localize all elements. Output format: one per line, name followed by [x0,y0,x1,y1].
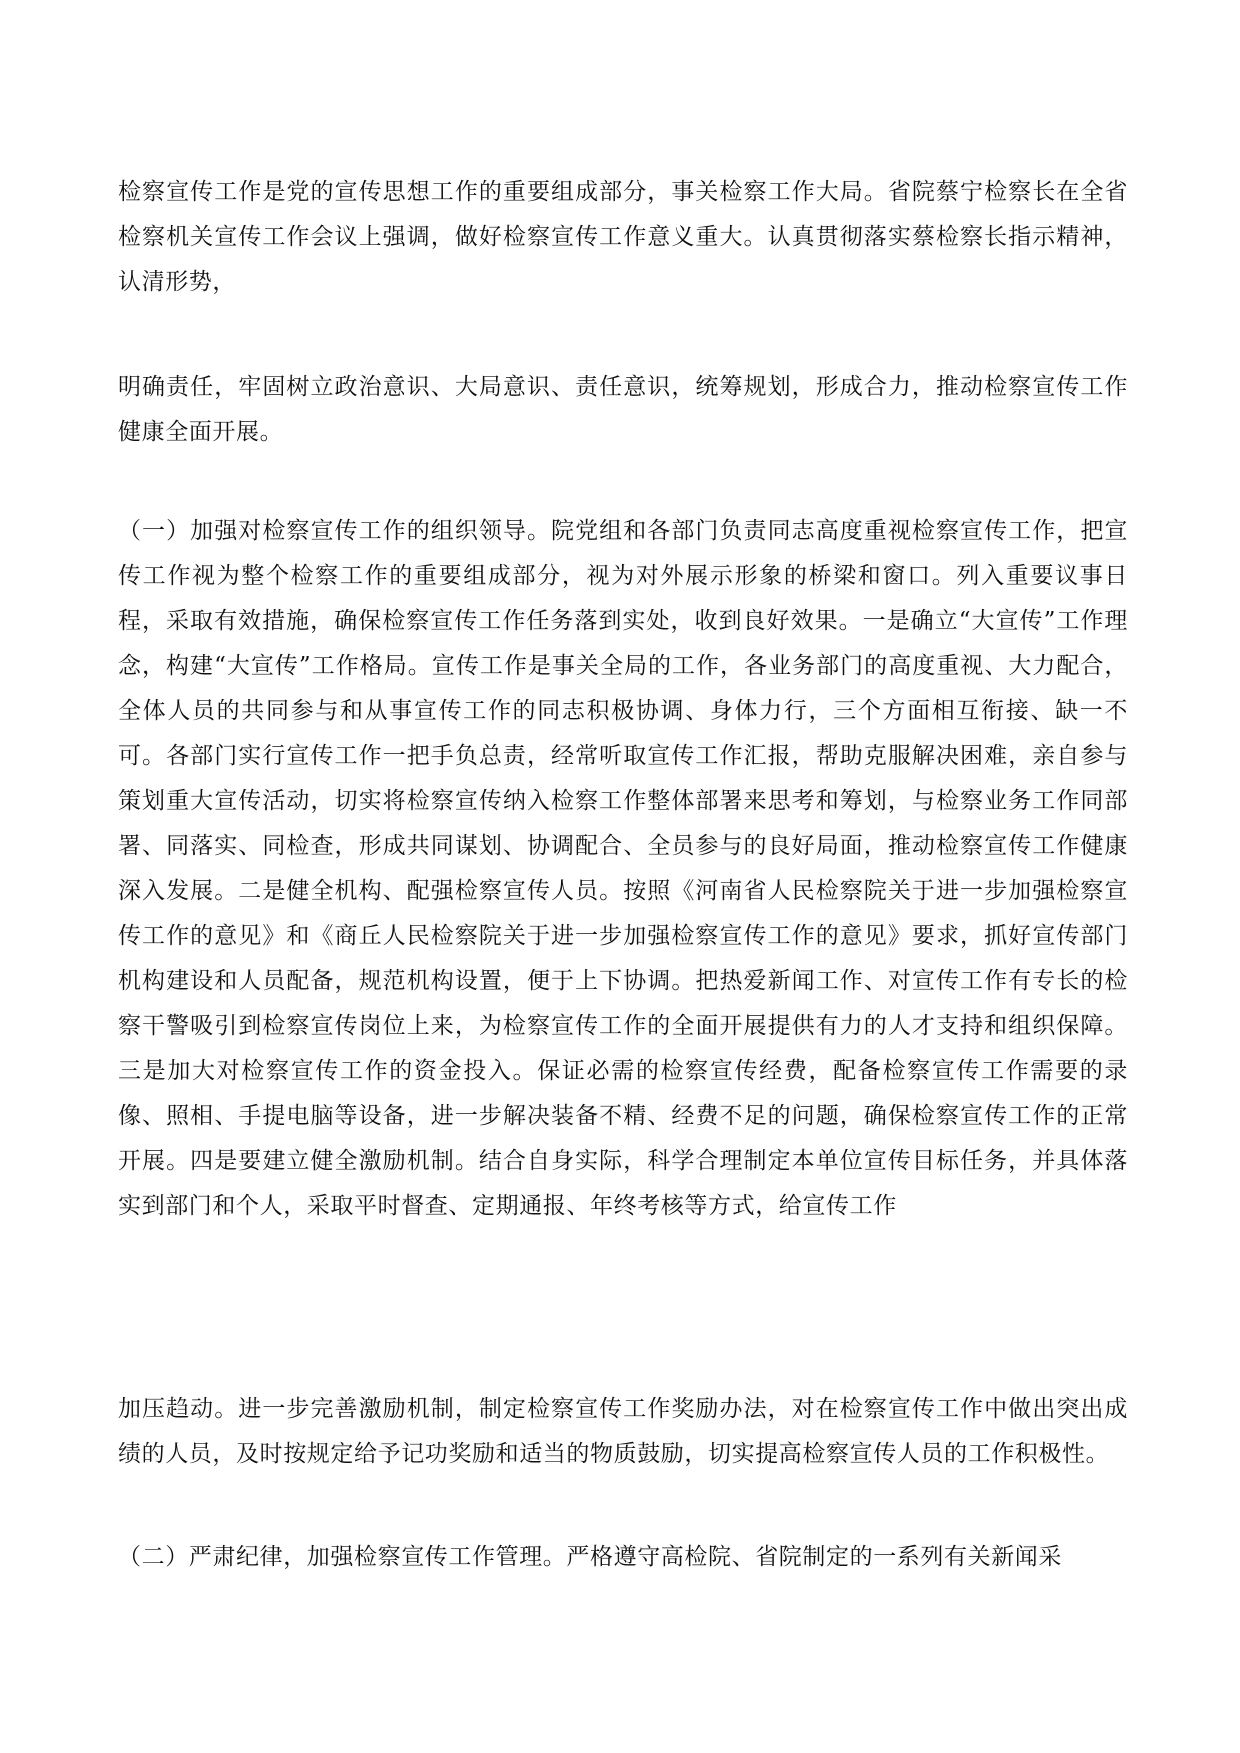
paragraph-section-one-continuation: 加压趋动。进一步完善激励机制，制定检察宣传工作奖励办法，对在检察宣传工作中做出突出成绩的人员，及时按规定给予记功奖励和适当的物质鼓励，切实提高检察宣传人员的工作积极性。 [118,1396,1128,1467]
paragraph-section-one: （一）加强对检察宣传工作的组织领导。院党组和各部门负责同志高度重视检察宣传工作，把宣传工作视为整个检察工作的重要组成部分，视为对外展示形象的桥梁和窗口。列入重要议事日程，采取有效措施，确保检察宣传工作任务落到实处，收到良好效果。一是确立“大宣传”工作理念，构建“大宣传”工作格局。宣传工作是事关全局的工作，各业务部门的高度重视、大力配合，全体人员的共同参与和从事宣传工作的同志积极协调、身体力行，三个方面相互衔接、缺一不可。各部门实行宣传工作一把手负总责，经常听取宣传工作汇报，帮助克服解决困难，亲自参与策划重大宣传活动，切实将检察宣传纳入检察工作整体部署来思考和筹划，与检察业务工作同部署、同落实、同检查，形成共同谋划、协调配合、全员参与的良好局面，推动检察宣传工作健康深入发展。二是健全机构、配强检察宣传人员。按照《河南省人民检察院关于进一步加强检察宣传工作的意见》和《商丘人民检察院关于进一步加强检察宣传工作的意见》要求，抓好宣传部门机构建设和人员配备，规范机构设置，便于上下协调。把热爱新闻工作、对宣传工作有专长的检察干警吸引到检察宣传岗位上来，为检察宣传工作的全面开展提供有力的人才支持和组织保障。三是加大对检察宣传工作的资金投入。保证必需的检察宣传经费，配备检察宣传工作需要的录像、照相、手提电脑等设备，进一步解决装备不精、经费不足的问题，确保检察宣传工作的正常开展。四是要建立健全激励机制。结合自身实际，科学合理制定本单位宣传目标任务，并具体落实到部门和个人，采取平时督查、定期通报、年终考核等方式，给宣传工作 [118,518,1128,1219]
paragraph-intro: 检察宣传工作是党的宣传思想工作的重要组成部分，事关检察工作大局。省院蔡宁检察长在全省检察机关宣传工作会议上强调，做好检察宣传工作意义重大。认真贯彻落实蔡检察长指示精神，认清形势， [118,179,1128,295]
paragraph-continuation: 明确责任，牢固树立政治意识、大局意识、责任意识，统筹规划，形成合力，推动检察宣传工作健康全面开展。 [118,374,1128,445]
paragraph-section-two: （二）严肃纪律，加强检察宣传工作管理。严格遵守高检院、省院制定的一系列有关新闻采 [118,1544,1062,1570]
